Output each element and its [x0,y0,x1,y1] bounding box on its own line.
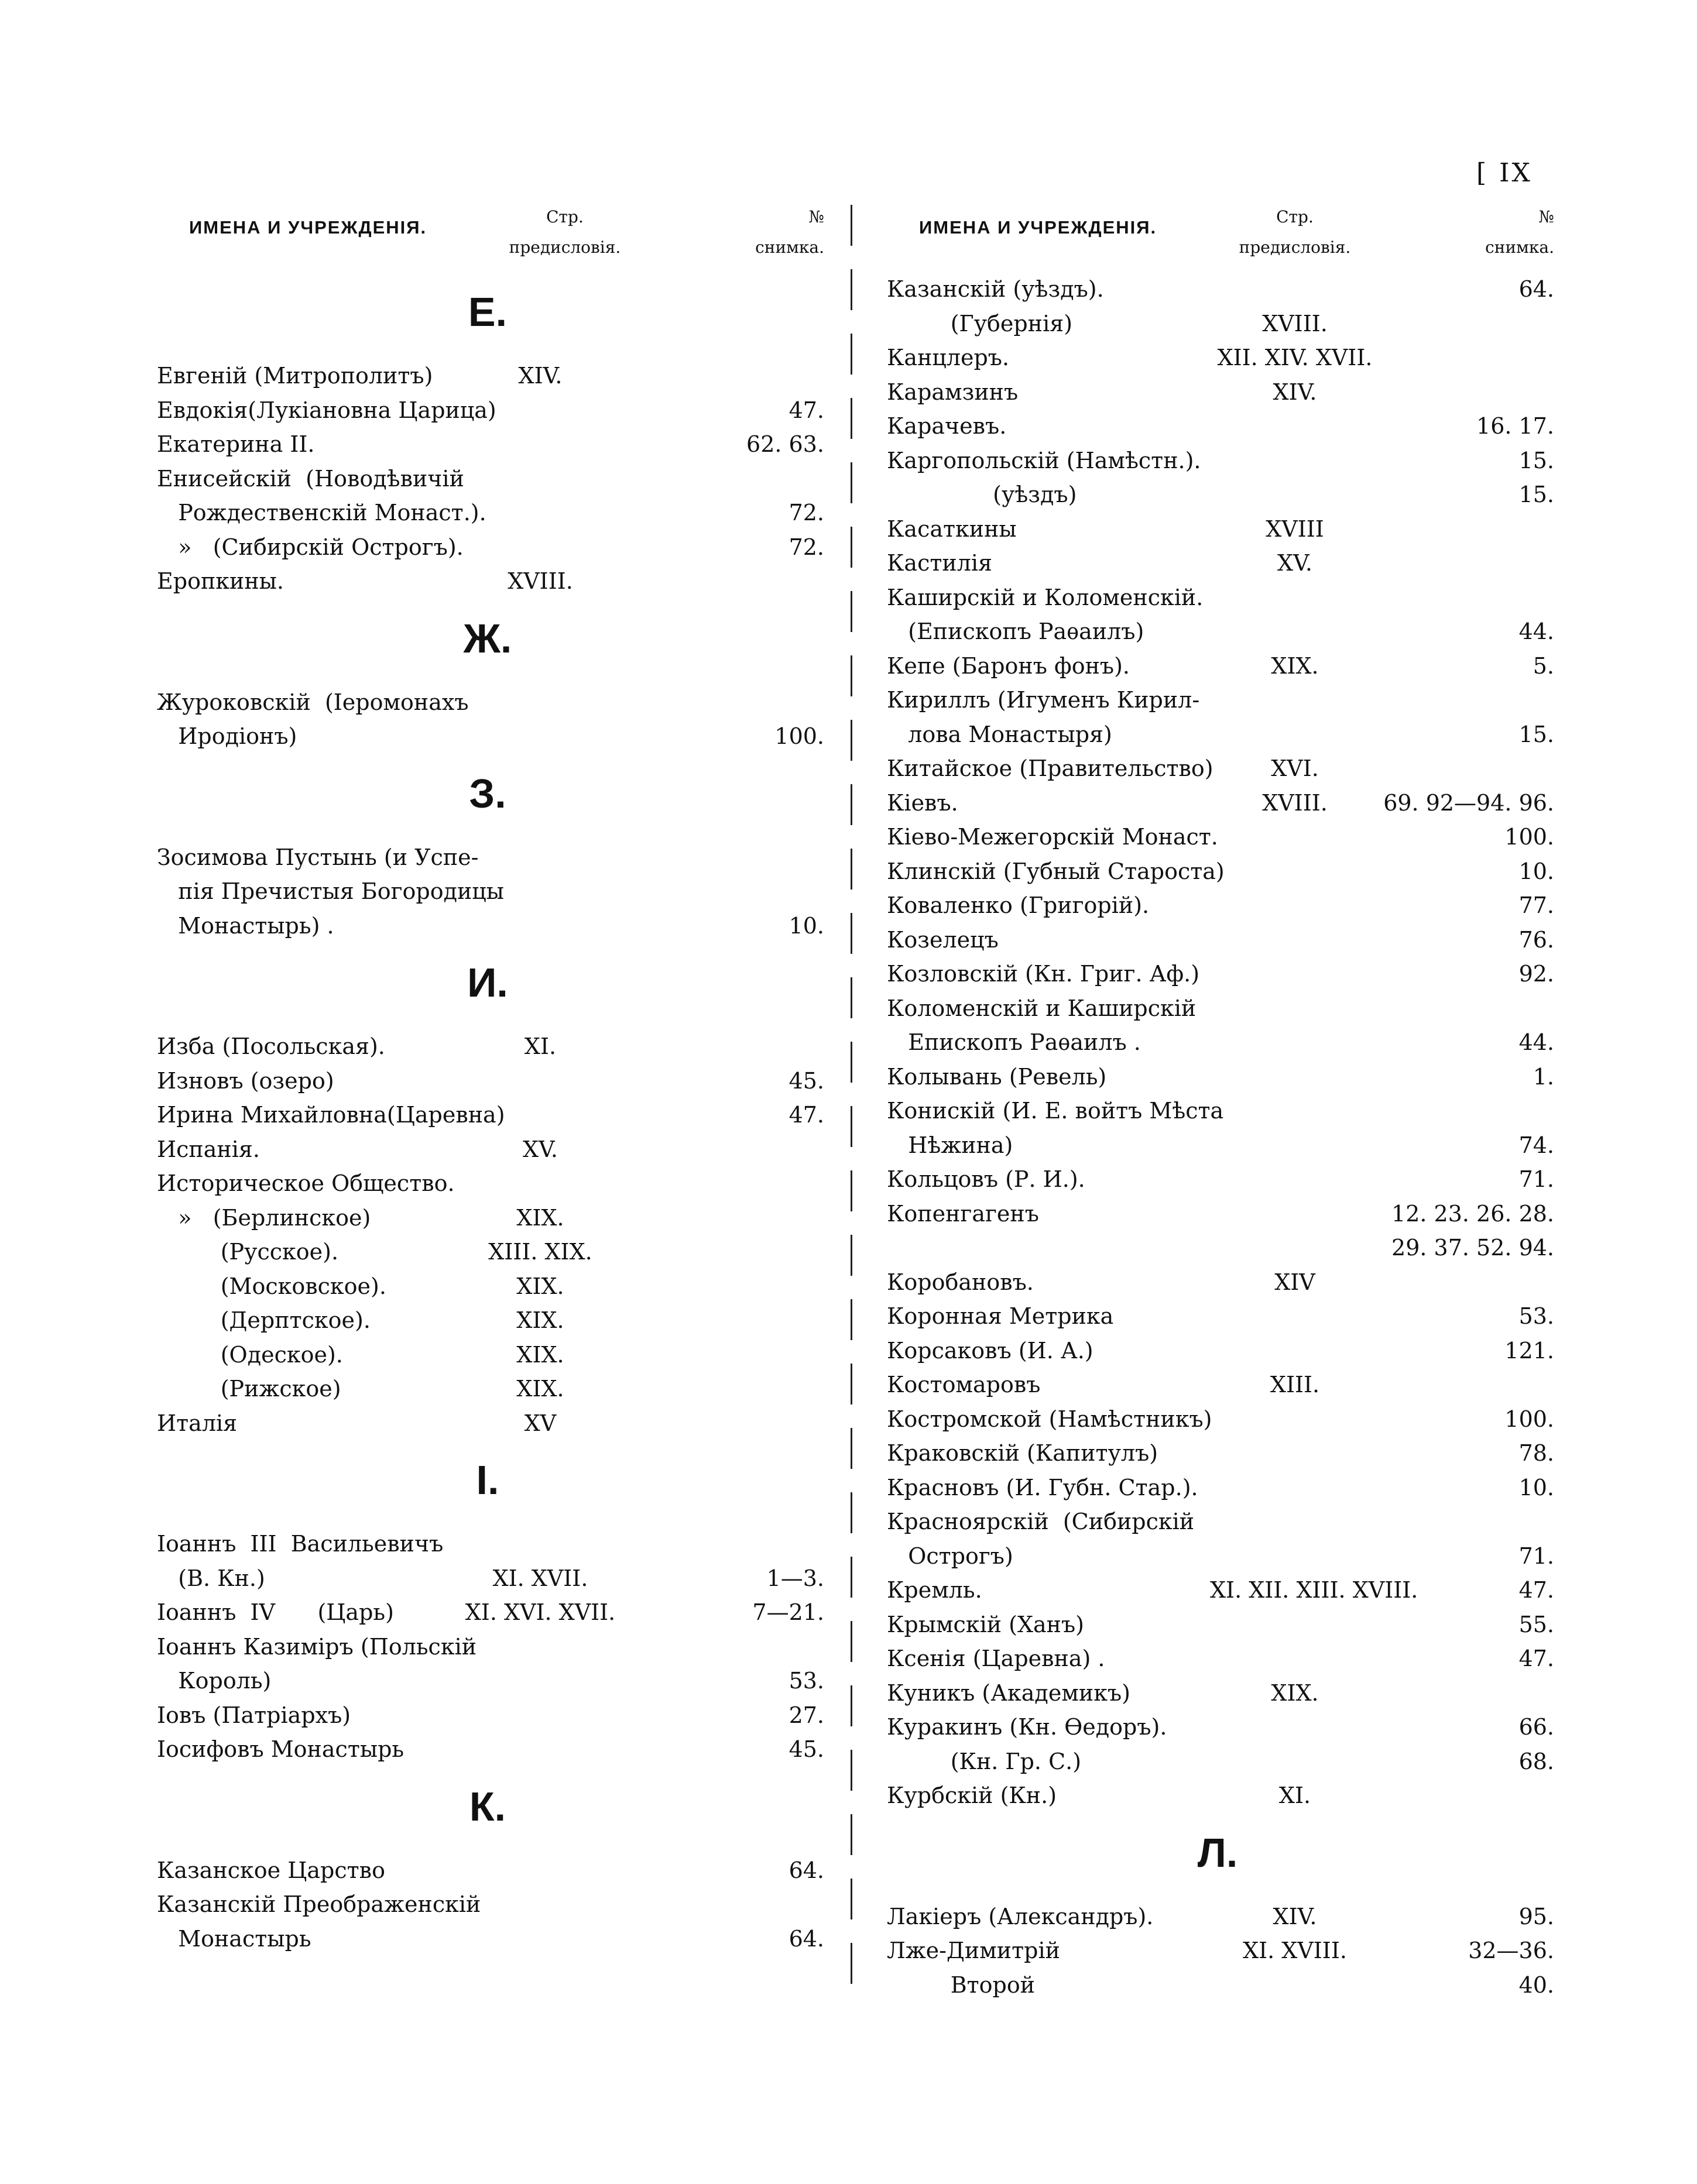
entry-name: Казанскій (уѣздъ). [887,276,1104,302]
entry-name: (Кн. Гр. С.) [887,1748,1082,1774]
entry-name: » (Сибирскій Острогъ). [157,534,464,560]
preface-pages: XV [524,1410,557,1436]
entry-name: Екатерина II. [157,431,315,457]
plate-number-header [1466,202,1554,263]
entry-name: Клинскій (Губный Староста) [887,858,1225,884]
index-entry [157,1029,824,1064]
preface-pages: XIV. [1273,379,1317,405]
index-entry [157,1595,824,1630]
plate-numbers: 45. [788,1067,824,1094]
index-entry [887,991,1554,1026]
index-entry [887,341,1554,375]
index-entry [887,546,1554,581]
index-entry [887,1334,1554,1368]
index-entry [887,478,1554,512]
right-entries [887,272,1554,2002]
plate-numbers: 10. [1518,1474,1554,1500]
preface-pages: XIX. [516,1204,564,1231]
entry-name: Казанскій Преображенскій [157,1891,481,1917]
entry-name: Второй [887,1972,1036,1998]
entry-name: Иродіонъ) [157,723,297,749]
entry-name: Евгеній (Митрополитъ) [157,363,433,389]
plate-numbers: 47. [1518,1577,1554,1603]
names-header: ИМЕНА И УЧРЕЖДЕНІЯ. [189,217,427,238]
entry-name: Острогъ) [887,1543,1013,1569]
preface-pages: XIX. [1271,1680,1319,1706]
plate-numbers: 71. [1518,1543,1554,1569]
index-entry [157,1235,824,1269]
index-entry [157,1303,824,1338]
entry-name: Копенгагенъ [887,1200,1039,1227]
column-separator [851,205,852,1984]
plate-numbers: 53. [1518,1303,1554,1329]
index-entry [157,1853,824,1888]
index-entry [157,359,824,393]
index-entry [157,1698,824,1733]
preface-pages: XIV [1274,1269,1315,1295]
index-entry [157,840,824,875]
entry-name: Коломенскій и Каширскій [887,995,1197,1021]
index-entry [887,957,1554,991]
preface-pages: XIV. [1273,1903,1317,1929]
entry-name: Костомаровъ [887,1372,1041,1397]
index-entry [157,1269,824,1304]
index-entry [887,1710,1554,1745]
entry-name: Лакіеръ (Александръ). [887,1903,1154,1929]
index-entry [887,1539,1554,1574]
plate-numbers: 1—3. [766,1565,824,1591]
index-entry [157,909,824,943]
plate-numbers: 53. [788,1668,824,1694]
index-entry [887,1505,1554,1539]
entry-name: Лже-Димитрій [887,1938,1060,1963]
index-entry [157,719,824,754]
index-entry [887,1299,1554,1334]
preface-page-header [480,202,650,263]
index-entry [887,1900,1554,1934]
entry-name: Коронная Метрика [887,1303,1114,1329]
entry-name: Кольцовъ (Р. И.). [887,1166,1085,1192]
preface-pages: XIX. [516,1273,564,1299]
entry-name: Евдокія(Лукіановна Царица) [157,397,496,423]
entry-name: Куракинъ (Кн. Ѳедоръ). [887,1714,1167,1740]
plate-numbers: 47. [788,1102,824,1128]
preface-pages: XIX. [516,1307,564,1333]
plate-numbers: 10. [788,912,824,939]
entry-name: Монастырь) . [157,912,334,939]
index-entry [887,820,1554,854]
plate-numbers: 64. [788,1925,824,1952]
entry-name: Красноярскій (Сибирскій [887,1509,1195,1534]
entry-name: Козловскій (Кн. Григ. Аф.) [887,961,1200,987]
entry-name: Конискій (И. Е. войтъ Мѣста [887,1098,1224,1124]
index-entry [887,717,1554,752]
entry-name: Касаткины [887,516,1017,542]
index-entry [887,1094,1554,1128]
index-entry [887,1642,1554,1676]
plate-numbers: 15. [1518,482,1554,507]
index-entry [887,581,1554,615]
index-entry [157,530,824,565]
plate-numbers: 27. [788,1702,824,1728]
index-entry [887,1265,1554,1300]
index-entry [157,393,824,428]
index-entry [157,874,824,909]
plate-numbers: 69. 92—94. 96. [1383,789,1554,816]
index-entry [887,1778,1554,1813]
index-entry [887,444,1554,478]
preface-header-line1: Стр. [546,207,584,226]
index-entry [887,375,1554,410]
index-entry [887,1745,1554,1779]
plate-numbers: 71. [1518,1166,1554,1192]
index-entry [887,1436,1554,1471]
entry-name: Крымскій (Ханъ) [887,1611,1084,1637]
entry-name: (Епископъ Раѳаилъ) [887,619,1144,644]
plate-numbers: 64. [788,1857,824,1883]
plate-numbers: 92. [1518,961,1554,987]
plate-numbers: 74. [1518,1132,1554,1158]
entry-name: (Губернія) [887,310,1073,336]
index-entry [887,512,1554,547]
plate-numbers: 15. [1518,721,1554,747]
plate-numbers: 5. [1533,653,1554,679]
preface-pages: XVIII. [508,568,573,594]
entry-name: Колывань (Ревель) [887,1063,1107,1090]
entry-name: Енисейскій (Новодѣвичій [157,465,464,492]
entry-name: Кіево-Межегорскій Монаст. [887,824,1218,850]
index-entry [887,1231,1554,1265]
plate-numbers: 64. [1518,276,1554,302]
entry-name: Канцлеръ. [887,345,1010,370]
index-entry [157,1732,824,1767]
index-entry [887,1060,1554,1094]
plate-numbers: 47. [788,397,824,423]
section-letter: Е. [468,289,508,335]
preface-header-line2: предисловія. [509,238,621,257]
entry-name: (Рижское) [157,1376,341,1402]
plate-numbers: 12. 23. 26. 28. [1391,1200,1554,1227]
plate-numbers: 100. [1504,824,1554,850]
preface-pages: XVIII. [1262,789,1328,816]
index-entry [887,1402,1554,1437]
entry-name: Карачевъ. [887,413,1007,439]
plate-numbers: 76. [1518,926,1554,953]
entry-name: Нѣжина) [887,1132,1013,1158]
index-entry [887,1368,1554,1402]
plate-numbers: 100. [774,723,824,749]
plate-numbers: 1. [1533,1063,1554,1090]
entry-name: Кепе (Баронъ фонъ). [887,653,1130,679]
index-entry [887,1573,1554,1608]
entry-name: Монастырь [157,1925,311,1952]
entry-name: Кремль. [887,1577,982,1603]
plate-numbers: 72. [788,534,824,560]
preface-pages: XI. XVIII. [1243,1938,1347,1963]
names-header: ИМЕНА И УЧРЕЖДЕНІЯ. [919,217,1157,238]
right-column [887,196,1554,2002]
entry-name: Коваленко (Григорій). [887,892,1150,918]
index-entry [157,1527,824,1561]
index-entry [887,1608,1554,1642]
index-entry [887,751,1554,786]
left-column-header [157,196,824,272]
index-entry [157,427,824,462]
preface-pages: XIV. [518,363,563,389]
entry-name: Китайское (Правительство) [887,756,1213,781]
plate-number-header [736,202,824,263]
preface-pages: XV. [1277,550,1312,576]
index-entry [157,1064,824,1098]
entry-name: Красновъ (И. Губн. Стар.). [887,1474,1198,1500]
plate-numbers: 10. [1518,858,1554,884]
preface-pages: XVI. [1271,756,1319,781]
index-entry [887,854,1554,889]
entry-name: Курбскій (Кн.) [887,1783,1057,1808]
page-number: [ IX [1476,158,1533,188]
entry-name: Краковскій (Капитулъ) [887,1440,1158,1466]
entry-name: Коробановъ. [887,1269,1034,1295]
index-entry [887,1471,1554,1505]
index-entry [887,1676,1554,1711]
entry-name: Король) [157,1668,272,1694]
entry-name: Рождественскій Монаст.). [157,500,486,526]
plate-header-line1: № [808,207,824,226]
preface-pages: XI. [524,1033,557,1059]
section-letter: I. [476,1457,499,1503]
plate-numbers: 95. [1518,1903,1554,1929]
entry-name: Казанское Царство [157,1857,385,1883]
index-entry [157,1664,824,1698]
left-entries [157,289,824,1956]
entry-name: Италія [157,1410,238,1436]
index-entry [157,1630,824,1664]
entry-name: Іоаннъ Казиміръ (Польскій [157,1633,477,1660]
index-entry [157,685,824,720]
entry-name: Карамзинъ [887,379,1019,405]
preface-pages: XI. [1278,1783,1311,1808]
preface-header-line2: предисловія. [1239,238,1351,257]
index-entry [887,923,1554,957]
entry-name: Куникъ (Академикъ) [887,1680,1130,1706]
plate-header-line1: № [1538,207,1554,226]
entry-name: Епископъ Раѳаилъ . [887,1029,1141,1055]
index-entry [157,1166,824,1201]
plate-numbers: 7—21. [752,1599,824,1625]
preface-pages: XIX. [1271,653,1319,679]
entry-name: Кириллъ (Игуменъ Кирил- [887,687,1200,713]
index-entry [887,614,1554,649]
index-entry [157,1887,824,1922]
entry-name: Іоаннъ III Васильевичъ [157,1531,444,1557]
preface-pages: XI. XII. XIII. XVIII. [1210,1577,1418,1603]
entry-name: Іоаннъ IV (Царь) [157,1599,394,1625]
preface-header-line1: Стр. [1276,207,1314,226]
right-column-header [887,196,1554,272]
index-entry [887,683,1554,717]
index-entry [887,307,1554,341]
entry-name: Кастилія [887,550,992,576]
entry-name: Корсаковъ (И. А.) [887,1337,1093,1364]
plate-numbers: 72. [788,500,824,526]
entry-name: Каширскій и Коломенскій. [887,584,1204,610]
preface-pages: XII. XIV. XVII. [1217,345,1373,370]
plate-numbers: 47. [1518,1646,1554,1671]
index-entry [157,1561,824,1596]
plate-numbers: 68. [1518,1748,1554,1774]
preface-page-header [1210,202,1380,263]
plate-numbers: 44. [1518,619,1554,644]
index-entry [887,888,1554,923]
index-entry [157,1201,824,1235]
preface-pages: XV. [523,1136,558,1162]
entry-name: пія Пречистыя Богородицы [157,878,504,904]
section-letter: Л. [1197,1829,1238,1876]
preface-pages: XIX. [516,1376,564,1402]
entry-name: Кіевъ. [887,789,958,816]
preface-pages: XIII. XIX. [488,1239,592,1265]
preface-pages: XVIII. [1262,310,1328,336]
entry-name: Испанія. [157,1136,260,1162]
index-entry [887,1934,1554,1968]
entry-name: Изновъ (озеро) [157,1067,334,1094]
entry-name: » (Берлинское) [157,1204,371,1231]
entry-name: Зосимова Пустынь (и Успе- [157,844,479,870]
index-entry [887,786,1554,820]
index-entry [157,1922,824,1956]
entry-name: Ксенія (Царевна) . [887,1646,1105,1671]
entry-name: Костромской (Намѣстникъ) [887,1406,1212,1432]
index-entry [157,1406,824,1441]
plate-numbers: 16. 17. [1476,413,1554,439]
plate-numbers: 100. [1504,1406,1554,1432]
plate-numbers: 15. [1518,447,1554,473]
section-letter: Ж. [463,615,512,661]
preface-pages: XI. XVI. XVII. [465,1599,616,1625]
plate-header-line2: снимка. [755,238,824,257]
index-entry [887,409,1554,444]
plate-numbers: 40. [1518,1972,1554,1998]
entry-name: Еропкины. [157,568,284,594]
index-entry [157,1372,824,1406]
plate-numbers: 121. [1504,1337,1554,1364]
plate-numbers: 29. 37. 52. 94. [1391,1235,1554,1261]
entry-name: Ирина Михайловна(Царевна) [157,1102,505,1128]
index-entry [157,462,824,496]
index-entry [887,1128,1554,1163]
index-entry [157,1338,824,1372]
entry-name: Журоковскій (Іеромонахъ [157,689,469,715]
section-letter: З. [469,770,506,816]
section-letter: И. [467,960,508,1005]
plate-numbers: 45. [788,1736,824,1762]
index-entry [157,1132,824,1167]
plate-numbers: 78. [1518,1440,1554,1466]
left-column [157,196,824,1956]
index-entry [887,1025,1554,1060]
entry-name: Историческое Общество. [157,1170,455,1196]
index-entry [157,496,824,530]
entry-name: (Одеское). [157,1341,343,1368]
index-entry [887,1162,1554,1197]
index-entry [157,1098,824,1132]
plate-numbers: 77. [1518,892,1554,918]
plate-numbers: 44. [1518,1029,1554,1055]
entry-name: (уѣздъ) [887,482,1077,507]
index-entry [887,1197,1554,1231]
preface-pages: XVIII [1266,516,1324,542]
entry-name: (Дерптское). [157,1307,371,1333]
plate-numbers: 62. 63. [746,431,824,457]
entry-name: лова Монастыря) [887,721,1112,747]
entry-name: (В. Кн.) [157,1565,265,1591]
preface-pages: XI. XVII. [492,1565,588,1591]
entry-name: Козелецъ [887,926,999,953]
index-entry [157,564,824,599]
plate-header-line2: снимка. [1485,238,1554,257]
plate-numbers: 55. [1518,1611,1554,1637]
entry-name: Іосифовъ Монастырь [157,1736,404,1762]
index-entry [887,649,1554,684]
plate-numbers: 66. [1518,1714,1554,1740]
index-entry [887,272,1554,307]
preface-pages: XIX. [516,1341,564,1368]
preface-pages: XIII. [1270,1372,1320,1397]
entry-name: Іовъ (Патріархъ) [157,1702,351,1728]
plate-numbers: 32—36. [1468,1938,1554,1963]
entry-name: (Русское). [157,1239,339,1265]
entry-name: Каргопольскій (Намѣстн.). [887,447,1201,473]
index-entry [887,1968,1554,2003]
entry-name: (Московское). [157,1273,386,1299]
entry-name: Изба (Посольская). [157,1033,385,1059]
section-letter: К. [469,1783,506,1829]
